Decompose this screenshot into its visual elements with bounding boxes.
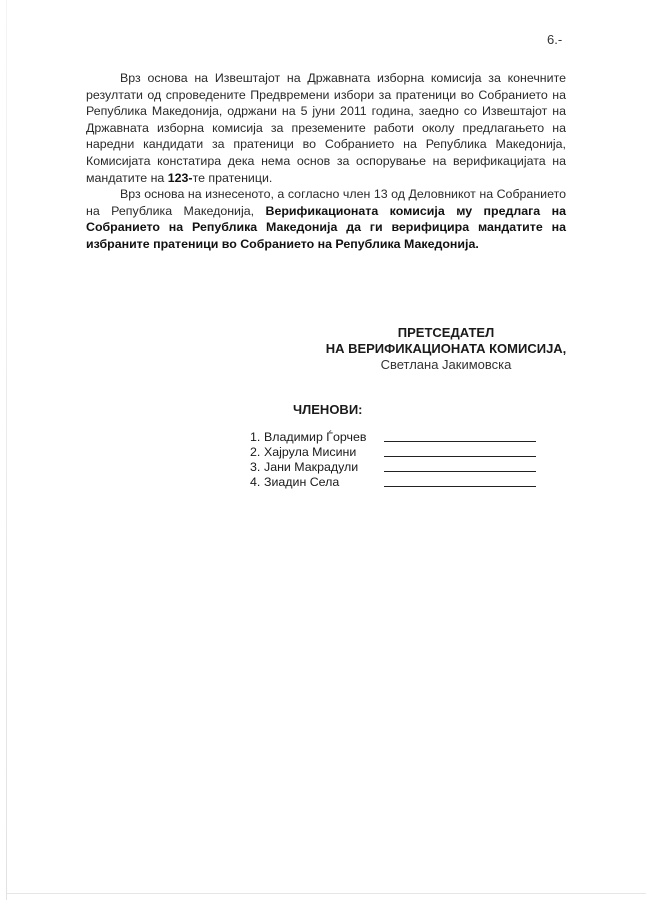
chair-title: ПРЕТСЕДАТЕЛ: [397, 325, 495, 340]
chair-signature-block: [316, 325, 576, 373]
chair-name: Светлана Јакимовска: [380, 357, 512, 372]
paragraph-findings: [86, 70, 566, 186]
findings-text-end: те пратеници.: [192, 170, 273, 185]
members-list: [250, 430, 536, 490]
member-name: Јани Макрадули: [264, 460, 359, 474]
chair-commission: НА ВЕРИФИКАЦИОНАТА КОМИСИЈА,: [325, 341, 567, 356]
findings-text: Врз основа на Извештајот на Државната изборна комисија за конечните резултати од спроведените Предвремени избори за пратеници во Собранието на Република Македонија, одржани на 5 јуни 2011 година, заедно со Извештајот на Државната изборна комисија за преземените работи околу предлагањето на наредни кандидати за пратеници во Собранието на Република Македонија, Комисијата констатира дека нема основ за оспорување на верификацијата на мандатите на: [86, 71, 566, 185]
member-number: 1.: [250, 430, 261, 444]
member-name: Хајрула Мисини: [264, 445, 357, 459]
proposal-basis-text: Врз основа на изнесеното, а согласно член 13 од Деловникот на Собранието на Република Македонија,: [86, 187, 566, 218]
signature-line: [384, 471, 536, 472]
member-number: 3.: [250, 460, 261, 474]
member-row: [250, 475, 536, 490]
scan-edge-left: [6, 0, 7, 900]
page-number: 6.-: [547, 32, 563, 47]
members-heading: ЧЛЕНОВИ:: [293, 402, 363, 417]
signature-line: [384, 441, 536, 442]
deputies-count: 123-: [167, 170, 193, 185]
member-row: [250, 445, 536, 460]
member-name: Зиадин Села: [264, 475, 340, 489]
scan-edge-bottom: [6, 893, 646, 894]
paragraph-proposal: [86, 186, 566, 252]
proposal-text: Верификационата комисија му предлага на Собранието на Република Македонија да ги верифицира мандатите на избраните пратеници во Собранието на Република Македонија.: [86, 203, 566, 251]
member-number: 4.: [250, 475, 261, 489]
document-body: [86, 70, 566, 253]
signature-line: [384, 486, 536, 487]
member-row: [250, 460, 536, 475]
signature-line: [384, 456, 536, 457]
member-name: Владимир Ѓорчев: [264, 430, 367, 444]
member-number: 2.: [250, 445, 261, 459]
member-row: [250, 430, 536, 445]
